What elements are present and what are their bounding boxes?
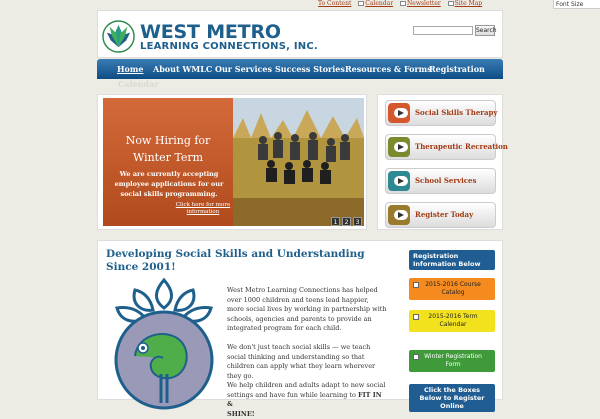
slide-more-info-link[interactable]: Click here for more information xyxy=(175,202,231,215)
slide-heading-line1: Now Hiring for xyxy=(125,134,211,147)
newsletter-link[interactable]: Newsletter xyxy=(407,0,441,7)
sitemap-link[interactable]: Site Map xyxy=(454,0,483,7)
ql-color-swatch xyxy=(388,205,410,225)
slide-caption-panel xyxy=(103,98,233,226)
quick-link-label: Therapeutic Recreation xyxy=(415,142,508,151)
quick-link-label: Social Skills Therapy xyxy=(415,108,498,117)
edit-icon xyxy=(413,354,419,360)
slider-page-1[interactable]: 1 xyxy=(331,217,340,226)
term-calendar-button[interactable] xyxy=(409,310,495,332)
registration-info-header: Registration Information Below xyxy=(409,250,495,270)
logo-title[interactable]: WEST METRO xyxy=(140,21,281,43)
term-calendar-label: 2015-2016 Term Calendar xyxy=(428,313,478,328)
main-content xyxy=(97,240,503,418)
course-catalog-label: 2015-2016 Course Catalog xyxy=(425,281,481,296)
lotus-logo-icon xyxy=(102,20,135,53)
quick-link-social-skills[interactable] xyxy=(385,100,496,126)
register-online-header: Click the Boxes Below to Register Online xyxy=(409,384,495,412)
winter-registration-button[interactable] xyxy=(409,350,495,372)
quick-link-label: Register Today xyxy=(415,210,474,219)
arrow-right-icon xyxy=(394,176,408,186)
fit-in-bold: FIT IN & xyxy=(227,390,382,408)
calendar-link[interactable]: Calendar xyxy=(365,0,394,7)
fit-in-paragraph xyxy=(227,381,387,419)
quick-link-school-services[interactable] xyxy=(385,168,496,194)
font-size-control[interactable]: Font Size xyxy=(553,0,600,9)
newsletter-icon xyxy=(400,1,406,6)
top-utility-links xyxy=(318,0,487,9)
main-nav xyxy=(97,59,503,79)
ql-color-swatch xyxy=(388,103,410,123)
arrow-right-icon xyxy=(394,108,408,118)
sitemap-icon xyxy=(448,1,454,6)
nav-calendar[interactable]: Calendar xyxy=(118,79,159,89)
winter-registration-label: Winter Registration Form xyxy=(424,353,482,368)
group-photo-image xyxy=(233,98,364,226)
nav-services[interactable]: Our Services xyxy=(215,64,273,74)
intro-paragraph: West Metro Learning Connections has helped over 1000 children and teens lead happier, more social lives by working in partnership with schools, agencies and parents to provide an integrated program for each child. xyxy=(227,286,387,332)
quick-link-register[interactable] xyxy=(385,202,496,228)
nav-about[interactable]: About WMLC xyxy=(153,64,213,74)
chameleon-mascot-image xyxy=(105,278,223,403)
arrow-right-icon xyxy=(394,142,408,152)
quick-link-label: School Services xyxy=(415,176,477,185)
search-button[interactable]: Search xyxy=(476,27,497,34)
site-header xyxy=(97,10,503,58)
shine-bold: SHINE! xyxy=(227,409,255,418)
quick-links-panel xyxy=(377,94,508,230)
ql-color-swatch xyxy=(388,137,410,157)
fit-in-text: We help children and adults adapt to new social settings and have fun while learning to xyxy=(227,381,386,399)
social-thinking-paragraph: We don't just teach social skills — we teach social thinking and understanding so that children can apply what they learn wherever they go. xyxy=(227,343,376,380)
calendar-icon xyxy=(358,1,364,6)
document-icon xyxy=(413,314,419,320)
course-catalog-button[interactable] xyxy=(409,278,495,300)
nav-registration[interactable]: Registration xyxy=(429,64,485,74)
hero-slider xyxy=(97,94,367,230)
nav-success-stories[interactable]: Success Stories xyxy=(275,64,345,74)
arrow-right-icon xyxy=(394,210,408,220)
nav-home[interactable]: Home xyxy=(117,64,144,74)
to-content-link[interactable]: To Content xyxy=(318,0,352,7)
slide-photo xyxy=(233,98,364,226)
logo-subtitle: LEARNING CONNECTIONS, INC. xyxy=(140,41,318,52)
slide-heading-line2: Winter Term xyxy=(132,151,204,164)
slider-page-2[interactable]: 2 xyxy=(342,217,351,226)
document-icon xyxy=(413,282,419,288)
quick-link-therapeutic-rec[interactable] xyxy=(385,134,508,160)
slider-page-3[interactable]: 3 xyxy=(353,217,362,226)
nav-resources-forms[interactable]: Resources & Forms xyxy=(345,64,432,74)
ql-color-swatch xyxy=(388,171,410,191)
slide-body-text: We are currently accepting employee applications for our social skills programming. xyxy=(114,170,224,198)
page-title: Developing Social Skills and Understanding Since 2001! xyxy=(106,248,365,273)
search-input[interactable] xyxy=(413,26,473,35)
